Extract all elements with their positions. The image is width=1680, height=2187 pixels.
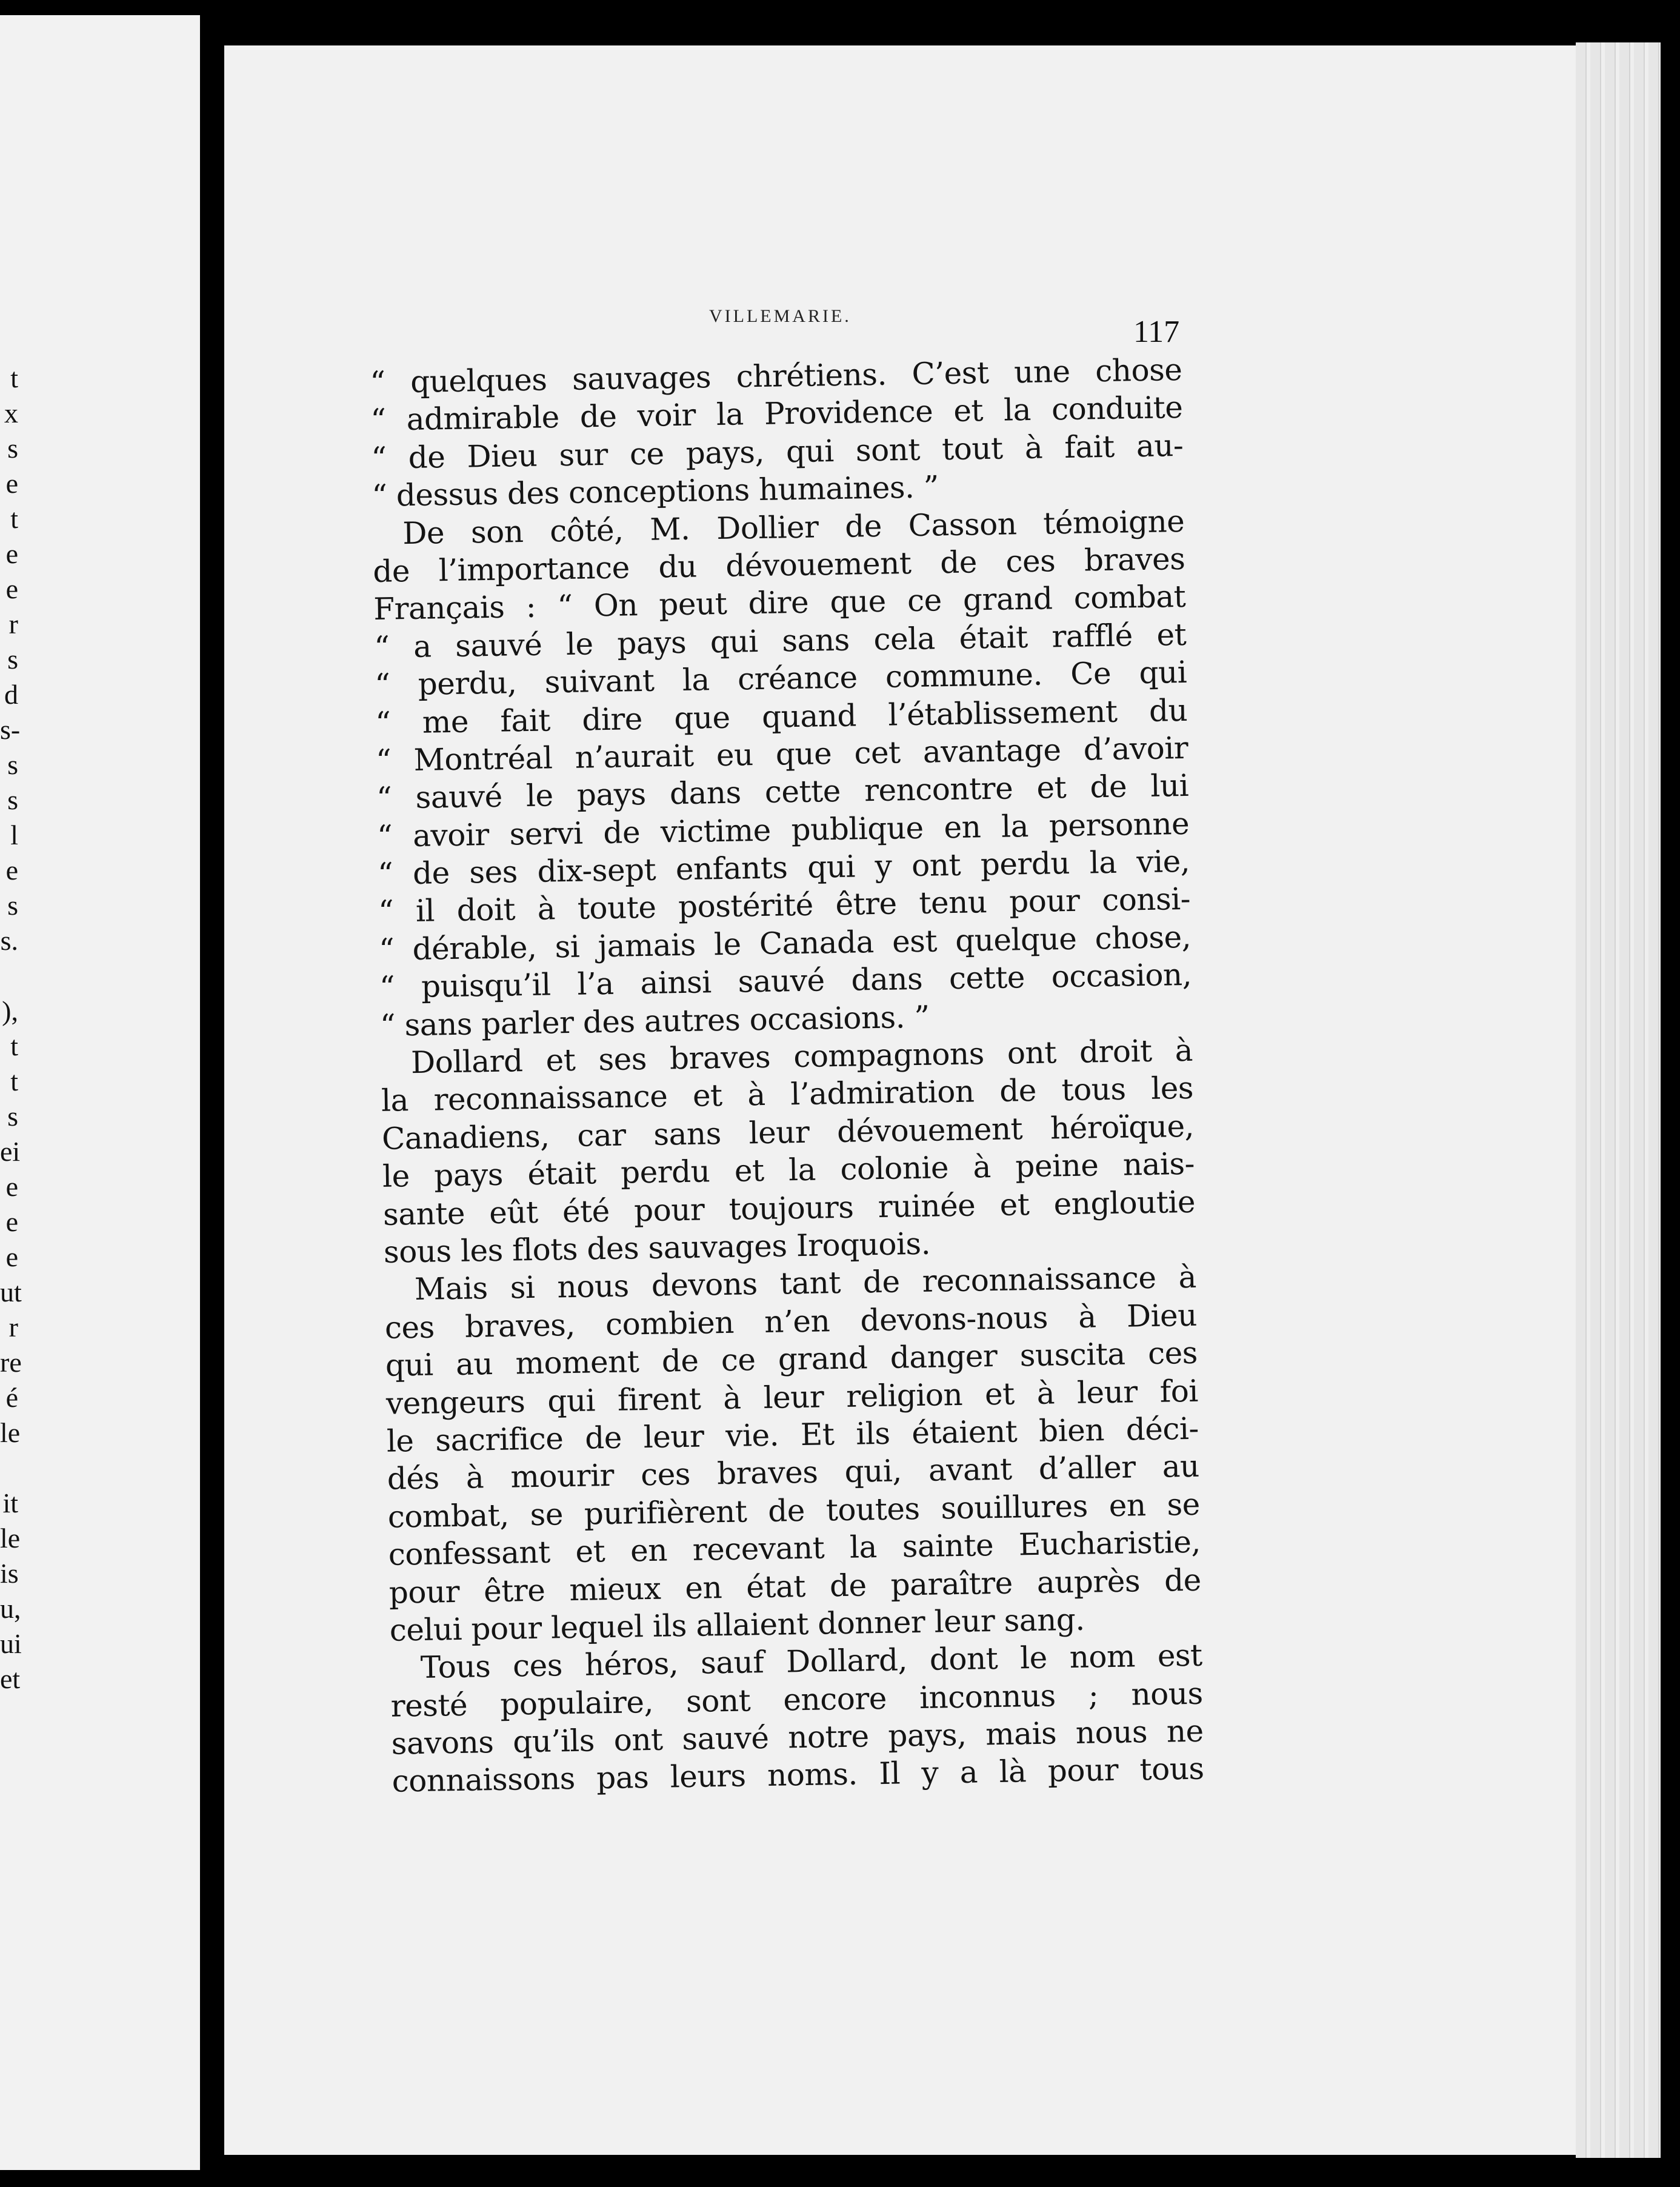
text-line: ces braves, combien n’en devons-nous à Dieu — [384, 1297, 1198, 1346]
text-line: De son côté, M. Dollier de Casson témoigne — [402, 503, 1185, 551]
margin-fragment: is — [0, 1558, 19, 1589]
left-page-fragment — [0, 15, 200, 2170]
margin-fragment: ut — [0, 1277, 22, 1307]
text-line: Dollard et ses braves compagnons ont droit à — [410, 1032, 1193, 1081]
margin-fragment: s — [7, 644, 18, 675]
text-line: la reconnaissance et à l’admiration de tous les — [381, 1070, 1194, 1119]
margin-fragment: x — [4, 398, 18, 429]
left-margin-fragments — [0, 361, 36, 1697]
margin-fragment: ei — [0, 1136, 21, 1167]
text-line: “ Montréal n’aurait eu que cet avantage d’avoir — [375, 730, 1188, 778]
margin-fragment: re — [0, 1347, 22, 1378]
text-line: “ sans parler des autres occasions. ” — [379, 999, 930, 1043]
text-line: confessant et en recevant la sainte Eucharistie, — [388, 1524, 1201, 1572]
text-line: “ avoir servi de victime publique en la personne — [376, 806, 1190, 854]
text-line: sante eût été pour toujours ruinée et engloutie — [382, 1184, 1196, 1232]
text-line: “ me fait dire que quand l’établissement du — [375, 692, 1188, 741]
text-line: “ a sauvé le pays qui sans cela était rafflé et — [373, 616, 1187, 665]
book-gutter — [200, 0, 224, 2187]
margin-fragment: t — [10, 1030, 18, 1061]
margin-fragment: le — [0, 1523, 21, 1554]
margin-fragment: it — [2, 1487, 18, 1518]
margin-fragment — [0, 1451, 18, 1486]
body-text — [370, 351, 1204, 1801]
margin-fragment: r — [8, 1312, 18, 1343]
margin-fragment: ), — [2, 995, 18, 1026]
margin-fragment: e — [5, 1171, 18, 1202]
margin-fragment: s — [7, 433, 18, 464]
margin-fragment: et — [0, 1663, 21, 1694]
text-line: de l’importance du dévouement de ces braves — [372, 541, 1185, 589]
text-line: resté populaire, sont encore inconnus ; nous — [390, 1675, 1204, 1724]
text-line: “ quelques sauvages chrétiens. C’est une chose — [370, 352, 1182, 400]
margin-fragment: ui — [0, 1628, 22, 1659]
running-head: VILLEMARIE. — [709, 306, 852, 326]
text-line: combat, se purifièrent de toutes souillures en se — [387, 1486, 1201, 1535]
text-line: “ admirable de voir la Providence et la conduite — [370, 390, 1183, 438]
margin-fragment: le — [0, 1417, 21, 1448]
text-line: “ perdu, suivant la créance commune. Ce qui — [374, 655, 1187, 703]
text-line: Canadiens, car sans leur dévouement héroïque, — [381, 1108, 1195, 1157]
text-line: “ dessus des conceptions humaines. ” — [371, 469, 939, 514]
margin-fragment: e — [5, 1206, 18, 1237]
text-line: “ puisqu’il l’a ainsi sauvé dans cette occasion, — [379, 957, 1192, 1006]
margin-fragment: t — [10, 1066, 18, 1097]
text-line: sous les flots des sauvages Iroquois. — [383, 1226, 931, 1270]
text-line: “ de Dieu sur ce pays, qui sont tout à fait au- — [370, 427, 1184, 476]
text-line: Français : “ On peut dire que ce grand combat — [373, 579, 1186, 627]
text-line: savons qu’ils ont sauvé notre pays, mais nous ne — [391, 1713, 1204, 1761]
text-line: “ il doit à toute postérité être tenu pour consi- — [378, 881, 1191, 930]
text-line: le sacrifice de leur vie. Et ils étaient bien déci- — [386, 1411, 1199, 1459]
text-line: connaissons pas leurs noms. Il y a là pour tous — [392, 1751, 1205, 1800]
page-number: 117 — [1133, 315, 1180, 349]
margin-fragment: s — [7, 784, 18, 815]
text-line: Tous ces héros, sauf Dollard, dont le nom est — [420, 1637, 1203, 1686]
page-edges — [1576, 42, 1661, 2158]
margin-fragment: t — [10, 503, 18, 534]
margin-fragment: s. — [0, 925, 18, 956]
margin-fragment: e — [5, 1241, 18, 1272]
text-line: dés à mourir ces braves qui, avant d’aller au — [387, 1449, 1200, 1497]
margin-fragment: é — [5, 1382, 18, 1413]
text-line: celui pour lequel ils allaient donner leur sang. — [389, 1601, 1085, 1648]
margin-fragment: e — [5, 855, 18, 886]
margin-fragment: s — [7, 1101, 18, 1132]
margin-fragment: u, — [0, 1593, 21, 1624]
text-line: le pays était perdu et la colonie à peine nais- — [382, 1146, 1195, 1195]
margin-fragment: r — [8, 609, 18, 639]
margin-fragment: s — [7, 890, 18, 921]
margin-fragment: s- — [0, 714, 21, 745]
text-line: vengeurs qui firent à leur religion et à leur foi — [385, 1373, 1199, 1421]
text-line: “ dérable, si jamais le Canada est quelque chose, — [378, 919, 1192, 967]
margin-fragment: d — [4, 679, 18, 710]
text-line: “ de ses dix-sept enfants qui y ont perdu la vie, — [377, 843, 1190, 892]
margin-fragment — [0, 958, 18, 993]
text-line: “ sauvé le pays dans cette rencontre et de lui — [376, 768, 1189, 816]
text-line: pour être mieux en état de paraître auprès de — [388, 1562, 1202, 1611]
text-line: qui au moment de ce grand danger suscita ces — [385, 1335, 1198, 1383]
text-line: Mais si nous devons tant de reconnaissance à — [414, 1260, 1197, 1307]
margin-fragment: e — [5, 468, 18, 499]
margin-fragment: e — [5, 538, 18, 569]
margin-fragment: e — [5, 573, 18, 604]
margin-fragment: l — [10, 820, 18, 850]
margin-fragment: s — [7, 749, 18, 780]
margin-fragment: t — [10, 362, 18, 393]
